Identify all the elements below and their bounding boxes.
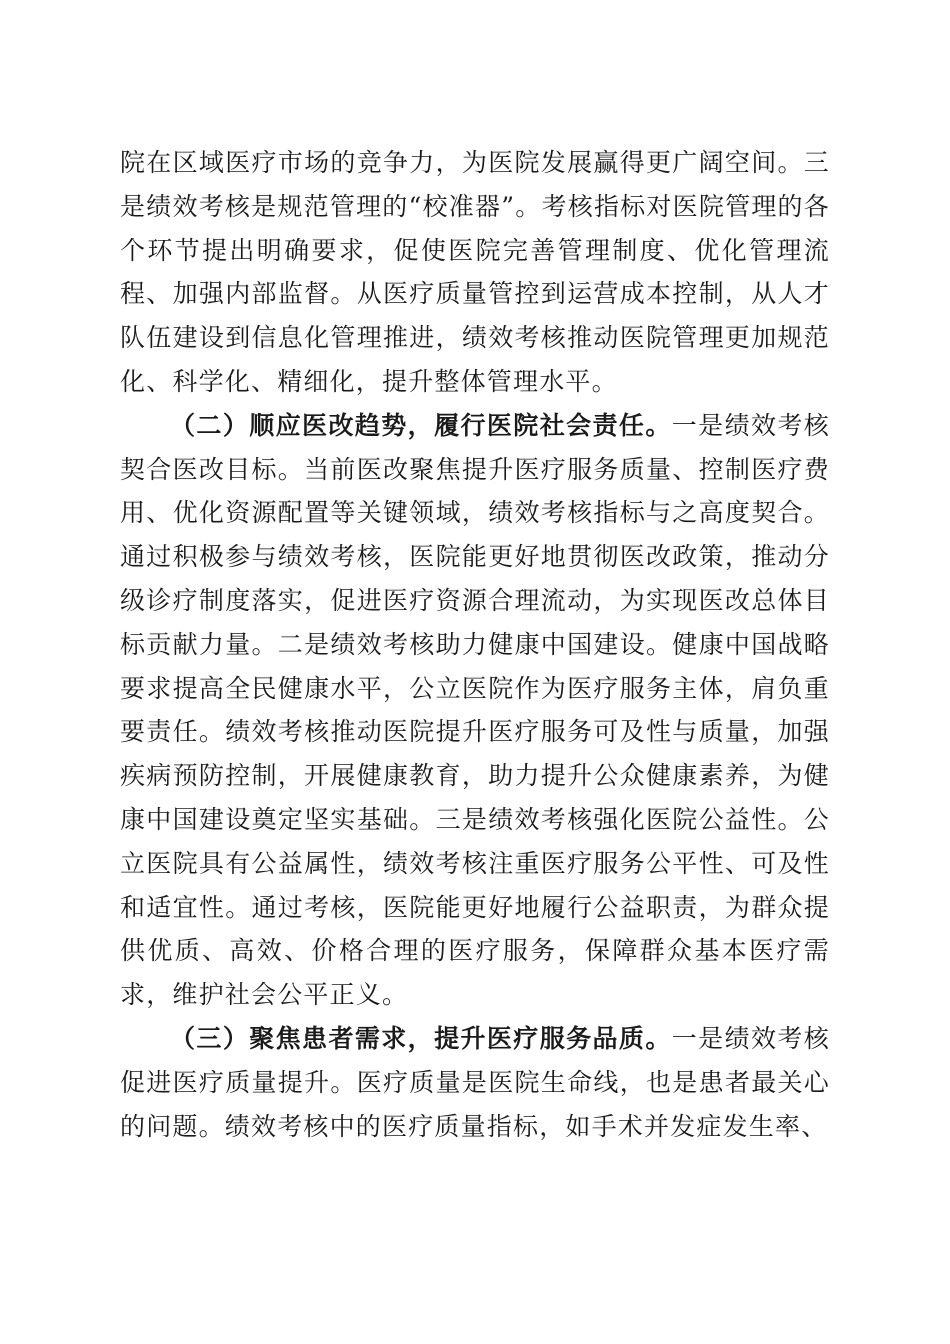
section-heading: （三）聚焦患者需求，提升医疗服务品质。 <box>170 1023 672 1053</box>
paragraph-text: 院在区域医疗市场的竞争力，为医院发展赢得更广阔空间。三是绩效考核是规范管理的“校准器”。考核指标对医院管理的各个环节提出明确要求，促使医院完善管理制度、优化管理流程、加强内部监督。从医疗质量管控到运营成本控制，从人才队伍建设到信息化管理推进，绩效考核推动医院管理更加规范化、科学化、精细化，提升整体管理水平。 <box>120 148 830 396</box>
section-heading: （二）顺应医改趋势，履行医院社会责任。 <box>170 410 672 440</box>
paragraph-section-2 <box>120 404 830 1017</box>
body-text <box>120 141 830 1148</box>
paragraph-text: 一是绩效考核促进医疗质量提升。医疗质量是医院生命线，也是患者最关心的问题。绩效考核中的医疗质量指标，如手术并发症发生率、 <box>120 1023 830 1141</box>
paragraph-continuation <box>120 141 830 404</box>
paragraph-text: 一是绩效考核契合医改目标。当前医改聚焦提升医疗服务质量、控制医疗费用、优化资源配置等关键领域，绩效考核指标与之高度契合。通过积极参与绩效考核，医院能更好地贯彻医改政策，推动分级诊疗制度落实，促进医疗资源合理流动，为实现医改总体目标贡献力量。二是绩效考核助力健康中国建设。健康中国战略要求提高全民健康水平，公立医院作为医疗服务主体，肩负重要责任。绩效考核推动医院提升医疗服务可及性与质量，加强疾病预防控制，开展健康教育，助力提升公众健康素养，为健康中国建设奠定坚实基础。三是绩效考核强化医院公益性。公立医院具有公益属性，绩效考核注重医疗服务公平性、可及性和适宜性。通过考核，医院能更好地履行公益职责，为群众提供优质、高效、价格合理的医疗服务，保障群众基本医疗需求，维护社会公平正义。 <box>120 410 830 1010</box>
paragraph-section-3 <box>120 1017 830 1148</box>
